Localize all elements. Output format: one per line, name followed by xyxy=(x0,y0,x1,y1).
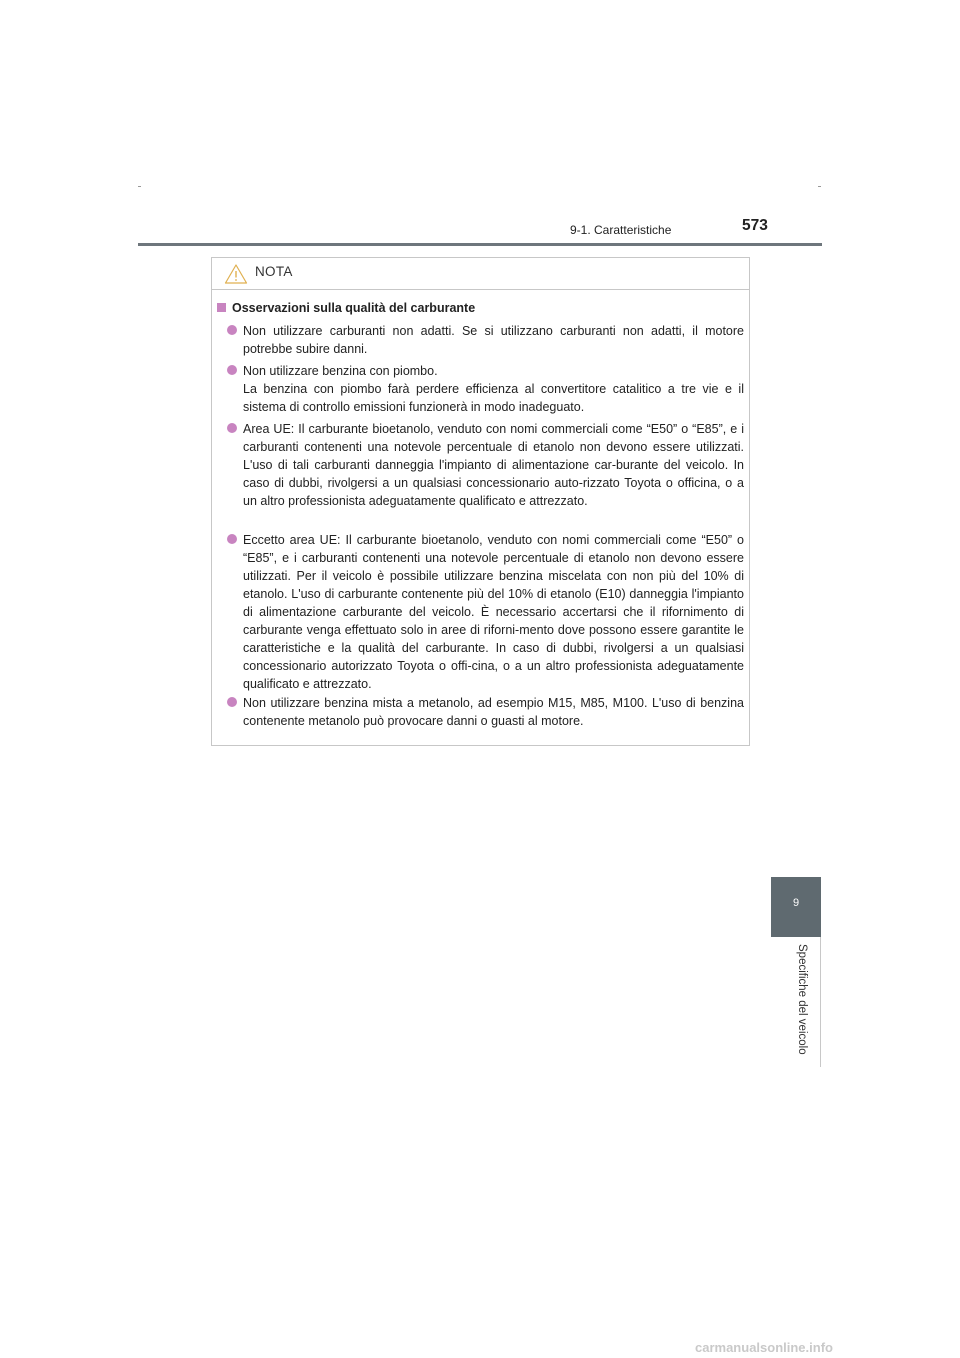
note-item-5 xyxy=(243,694,744,730)
watermark: carmanualsonline.info xyxy=(695,1340,833,1355)
bullet-dot-icon xyxy=(227,697,237,707)
note-item-text: Non utilizzare benzina con piombo. xyxy=(243,364,438,378)
chapter-title: 9-1. Caratteristiche xyxy=(570,223,672,237)
bullet-dot-icon xyxy=(227,534,237,544)
note-header xyxy=(212,258,749,290)
square-bullet-icon xyxy=(217,303,226,312)
chapter-tab xyxy=(771,877,821,937)
note-title: NOTA xyxy=(255,264,293,279)
note-box xyxy=(211,257,750,746)
warning-triangle-icon xyxy=(224,263,248,285)
note-item-text: Area UE: Il carburante bioetanolo, venduto con nomi commerciali come “E50” o “E85”, e i carburanti contenenti una notevole percentuale di etanolo non devono essere utilizzati. L'uso di tali carburanti danneggia l'impianto di alimentazione car-burante del veicolo. In caso di dubbi, rivolgersi a un qualsiasi concessionario auto-rizzato Toyota o officina, o a un altro professionista adeguatamente qualificato e attrezzato. xyxy=(243,422,744,508)
note-item-2 xyxy=(243,362,744,416)
bullet-dot-icon xyxy=(227,365,237,375)
note-item-4 xyxy=(243,531,744,693)
bullet-dot-icon xyxy=(227,325,237,335)
note-item-text: Eccetto area UE: Il carburante bioetanolo, venduto con nomi commerciali come “E50” o “E85”, e i carburanti contenenti una notevole percentuale di etanolo non devono essere utilizzati. Per il veicolo è possibile utilizzare benzina miscelata con non più del 10% di etanolo. L'uso di carburante contenente più del 10% di etanolo (E10) danneggia l'impianto di alimentazione carburante del veicolo. È necessario accertarsi che il rifornimento di carburante venga effettuato solo in aree di riforni-mento dove possono essere garantite le caratteristiche e la qualità del carburante. In caso di dubbi, rivolgersi a un qualsiasi concessionario autorizzato Toyota o offi-cina, o a un altro professionista adeguatamente qualificato e attrezzato. xyxy=(243,533,744,691)
chapter-tab-label: Specifiche del veicolo xyxy=(796,944,808,1055)
note-subheading xyxy=(217,301,475,315)
chapter-tab-number: 9 xyxy=(792,897,800,909)
crop-mark-right xyxy=(818,186,821,187)
bullet-dot-icon xyxy=(227,423,237,433)
note-item-text: Non utilizzare carburanti non adatti. Se si utilizzano carburanti non adatti, il motore potrebbe subire danni. xyxy=(243,324,744,356)
note-item-text: La benzina con piombo farà perdere efficienza al convertitore catalitico a tre vie e il sistema di controllo emissioni funzionerà in modo inadeguato. xyxy=(243,382,744,414)
note-item-text: Non utilizzare benzina mista a metanolo, ad esempio M15, M85, M100. L'uso di benzina contenente metanolo può provocare danni o guasti al motore. xyxy=(243,696,744,728)
crop-mark-left xyxy=(138,186,141,187)
note-item-3 xyxy=(243,420,744,510)
note-subheading-text: Osservazioni sulla qualità del carburante xyxy=(232,301,476,315)
side-rule xyxy=(820,937,821,1067)
note-item-1 xyxy=(243,322,744,358)
page-number: 573 xyxy=(742,217,768,234)
header-rule xyxy=(138,243,822,246)
